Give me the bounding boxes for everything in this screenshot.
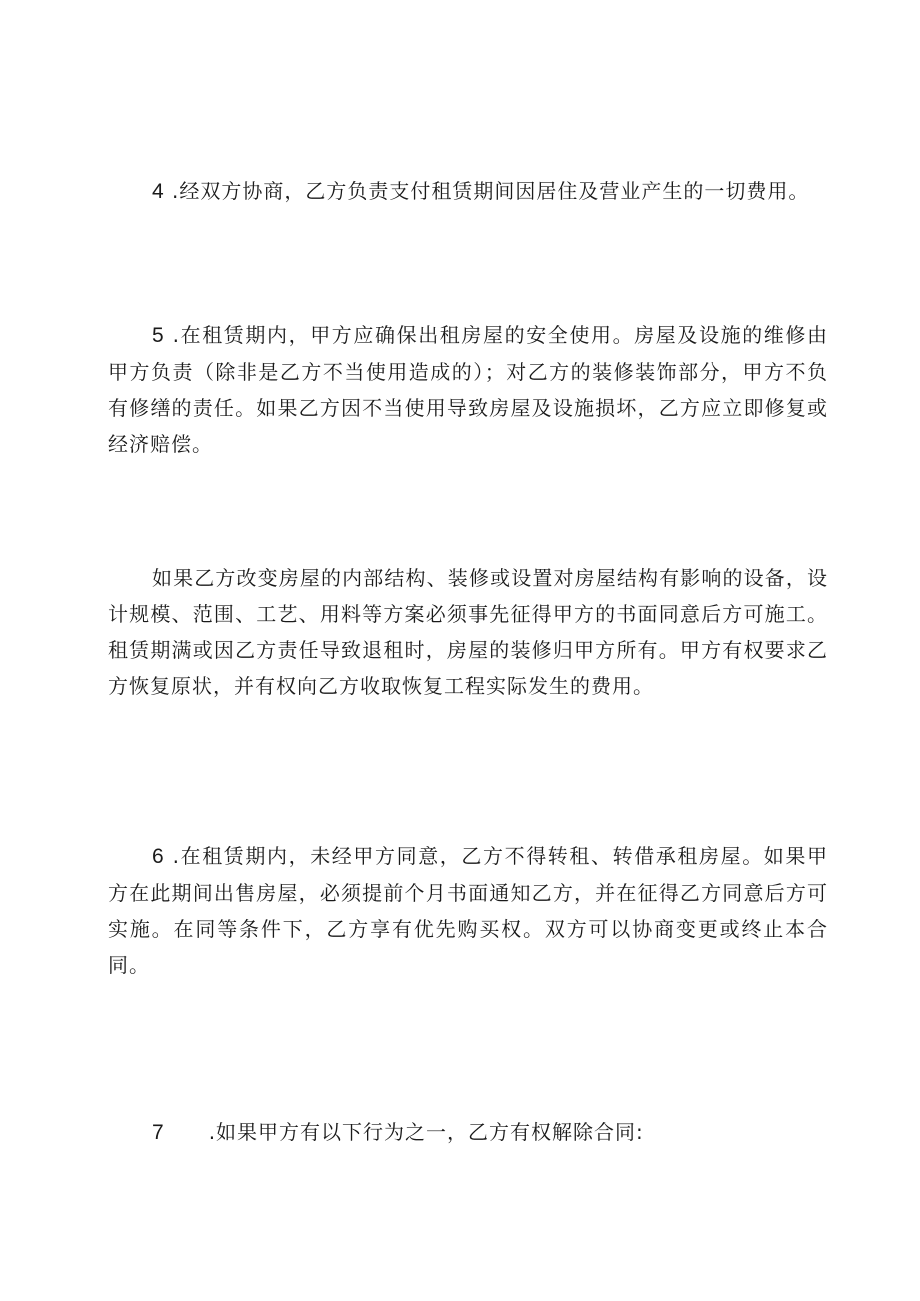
- clause-4-paragraph: [108, 173, 828, 210]
- clause-7-paragraph: [108, 1114, 828, 1151]
- clause-number: 7: [152, 1121, 165, 1144]
- clause-text: 如果乙方改变房屋的内部结构、装修或设置对房屋结构有影响的设备，设计规模、范围、工艺、用料等方案必须事先征得甲方的书面同意后方可施工。租赁期满或因乙方责任导致退租时，房屋的装修归甲方所有。甲方有权要求乙方恢复原状，并有权向乙方收取恢复工程实际发生的费用。: [108, 566, 828, 698]
- clause-6-paragraph: [108, 838, 828, 983]
- clause-number: 4: [152, 180, 165, 203]
- clause-number: 5: [152, 324, 165, 347]
- clause-5-paragraph: [108, 317, 828, 462]
- clause-text: .如果甲方有以下行为之一，乙方有权解除合同:: [208, 1120, 644, 1144]
- clause-text: .在租赁期内，未经甲方同意，乙方不得转租、转借承租房屋。如果甲方在此期间出售房屋，必须提前个月书面通知乙方，并在征得乙方同意后方可实施。在同等条件下，乙方享有优先购买权。双方可以协商变更或终止本合同。: [108, 844, 828, 977]
- clause-5-continuation-paragraph: [108, 560, 828, 704]
- clause-text: .在租赁期内，甲方应确保出租房屋的安全使用。房屋及设施的维修由甲方负责（除非是乙方不当使用造成的）；对乙方的装修装饰部分，甲方不负有修缮的责任。如果乙方因不当使用导致房屋及设施损坏，乙方应立即修复或经济赔偿。: [108, 323, 828, 456]
- clause-text: .经双方协商，乙方负责支付租赁期间因居住及营业产生的一切费用。: [164, 179, 810, 203]
- clause-number: 6: [152, 845, 165, 868]
